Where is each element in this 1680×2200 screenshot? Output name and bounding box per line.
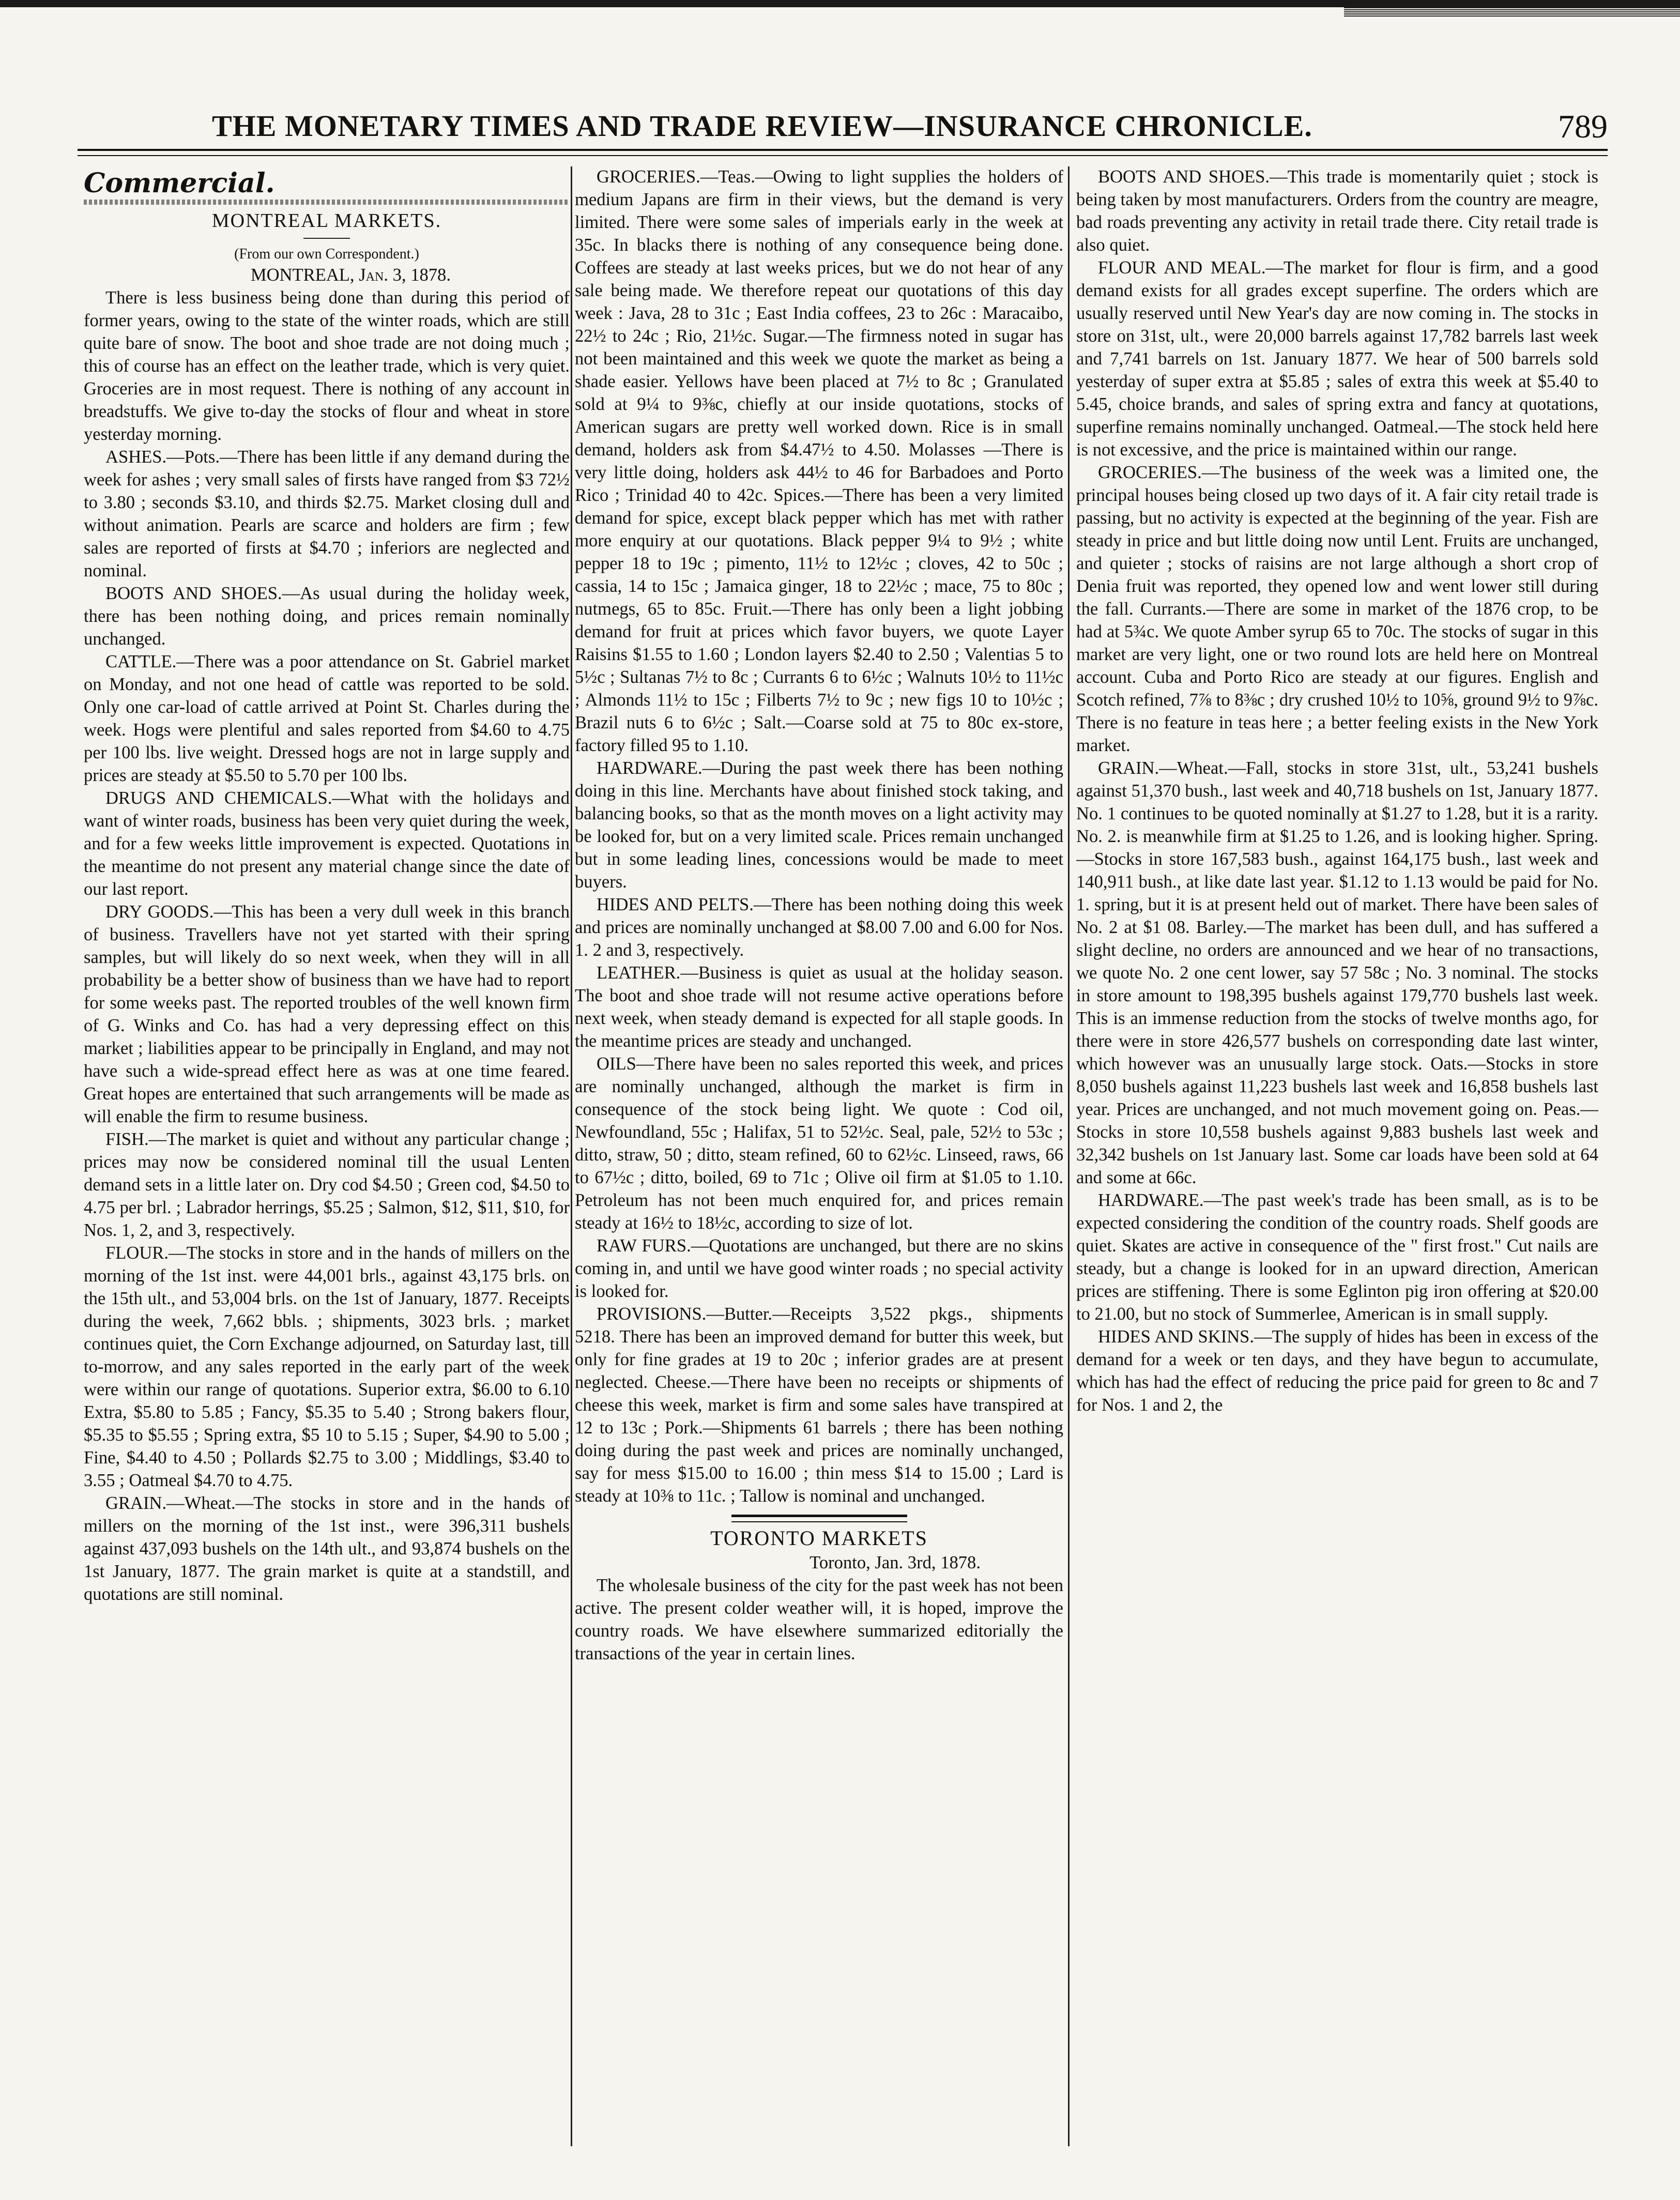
raw-furs-head: RAW FURS. bbox=[597, 1236, 691, 1256]
toronto-grain-text: —Wheat.—Fall, stocks in store 31st, ult., 53,241 bushels against 51,370 bush., last week and 40,718 bushels on 1st, January 1877. No. 1 continues to be quoted nominally at $1.27 to 1.28, but it is a rarity. No. 2. is meanwhile firm at $1.25 to 1.26, and is looking higher. Spring.—Stocks in store 167,583 bush., against 164,175 bush., last week and 140,911 bush., at like date last year. $1.12 to 1.13 would be paid for No. 1. spring, but it is at present held out of market. There have been sales of No. 2 at $1 08. Barley.—The market has been dull, and has suffered a slight decline, no orders are announced and we hear of no transactions, we quote No. 2 one cent lower, say 57 58c ; No. 3 nominal. The stocks in store amount to 198,395 bushels against 179,770 bushels last week. This is an immense reduction from the stocks of twelve months ago, for there were in store 426,577 bushels on corresponding date last winter, which however was an unusually large stock. Oats.—Stocks in store 8,050 bushels against 11,223 bushels last week and 16,858 bushels last year. Prices are unchanged, and not much movement going on. Peas.—Stocks in store 10,558 bushels against 9,883 bushels last week and 32,342 bushels on 1st January last. Some car loads have been sold at 64 and some at 66c. bbox=[1076, 758, 1598, 1187]
hardware-text: —During the past week there has been nothing doing in this line. Merchants have about finished stock taking, and balancing books, so that as the month moves on a light activity may be looked for, but on a very limited scale. Prices remain unchanged but in some leading lines, concessions would be made to meet buyers. bbox=[575, 758, 1063, 892]
section-title: Commercial. bbox=[84, 167, 275, 199]
montreal-heading: MONTREAL MARKETS. bbox=[211, 210, 442, 232]
section-divider bbox=[84, 200, 570, 205]
groceries-text: —Teas.—Owing to light supplies the holders of medium Japans are firm in their views, but the demand is very limited. There were some sales of imperials early in the week at 35c. In blacks there is nothing of any consequence being done. Coffees are steady at last weeks prices, but we do not hear of any sale being made. We therefore repeat our quotations of this day week : Java, 28 to 31c ; East India coffees, 23 to 26c : Maracaibo, 22½ to 24c ; Rio, 21½c. Sugar.—The firmness noted in sugar has not been maintained and this week we quote the market as being a shade easier. Yellows have been placed at 7½ to 8c ; Granulated sold at 9¼ to 9⅜c, chiefly at our inside quotations, stocks of American sugars are pretty well worked down. Rice is in small demand, holders ask from $4.47½ to 4.50. Molasses —There is very little doing, holders ask 44½ to 46 for Barbadoes and Porto Rico ; Trinidad 40 to 42c. Spices.—There has been a very limited demand for spice, except black pepper which has met with rather more enquiry at our quotations. Black pepper 9¼ to 9½ ; white pepper 18 to 19c ; pimento, 11½ to 12½c ; cloves, 42 to 50c ; cassia, 14 to 15c ; Jamaica ginger, 18 to 22½c ; mace, 75 to 80c ; nutmegs, 65 to 85c. Fruit.—There has only been a light jobbing demand for fruit at prices which favor buyers, we quote Layer Raisins $1.55 to 1.60 ; London layers $2.40 to 2.50 ; Valentias 5 to 5½c ; Sultanas 7½ to 8c ; Currants 6 to 6½c ; Walnuts 10½ to 11½c ; Almonds 11½ to 15c ; Filberts 7½ to 9c ; new figs 10 to 10½c ; Brazil nuts 6 to 6½c ; Salt.—Coarse sold at 75 to 80c ex-store, factory filled 95 to 1.10. bbox=[575, 167, 1063, 755]
header-rule-thin bbox=[78, 155, 1608, 156]
toronto-groceries-text: —The business of the week was a limited one, the principal houses being closed up two days of it. A fair city retail trade is passing, but no activity is expected at the beginning of the year. Fish are steady in price and but little doing now until Lent. Fruits are unchanged, and quieter ; stocks of raisins are not large although a short crop of Denia fruit was reported, they opened low and went lower still during the fall. Currants.—There are some in market of the 1876 crop, to be had at 5¾c. We quote Amber syrup 65 to 70c. The stocks of sugar in this market are very light, one or two round lots are held here on Montreal account. Cuba and Porto Rico are steady at our figures. English and Scotch refined, 7⅞ to 8⅜c ; dry crushed 10½ to 10⅝, ground 9½ to 9⅞c. There is no feature in teas here ; a better feeling exists in the New York market. bbox=[1076, 463, 1598, 755]
raw-furs-text: —Quotations are unchanged, but there are no skins coming in, and until we have good winter roads ; no special activity is looked for. bbox=[575, 1236, 1063, 1301]
leather-paragraph bbox=[575, 961, 1063, 1052]
column-rule-2 bbox=[1068, 166, 1070, 2146]
page-header bbox=[78, 103, 1608, 150]
cattle-head: CATTLE. bbox=[105, 652, 177, 671]
flour-text: —The stocks in store and in the hands of millers on the morning of the 1st inst. were 44,001 brls., against 43,175 brls. on the 15th ult., and 53,004 brls. on the 1st of January, 1877. Receipts during the week, 7,662 bbls. ; shipments, 3023 brls. ; market continues quiet, the Corn Exchange adjourned, on Saturday last, till to-morrow, and any sales reported in the early part of the week were within our range of quotations. Superior extra, $6.00 to 6.10 Extra, $5.80 to 5.85 ; Fancy, $5.35 to 5.40 ; Strong bakers flour, $5.35 to $5.55 ; Spring extra, $5 10 to 5.15 ; Super, $4.90 to 5.00 ; Fine, $4.40 to 4.50 ; Pollards $2.75 to 3.00 ; Middlings, $3.40 to 3.55 ; Oatmeal $4.70 to 4.75. bbox=[84, 1243, 570, 1490]
toronto-hides-text: —The supply of hides has been in excess of the demand for a week or ten days, and they have begun to accumulate, which has had the effect of reducing the price paid for green to 8c and 7 for Nos. 1 and 2, the bbox=[1076, 1327, 1598, 1415]
groceries-head: GROCERIES. bbox=[597, 167, 700, 187]
ashes-head: ASHES. bbox=[105, 447, 167, 467]
toronto-boots-text: —This trade is momentarily quiet ; stock is being taken by most manufacturers. Orders from the country are meagre, bad roads preventing any activity in retail trade there. City retail trade is also quiet. bbox=[1076, 167, 1598, 255]
scan-edge bbox=[0, 0, 1680, 7]
toronto-grain-head: GRAIN. bbox=[1098, 758, 1159, 778]
dry-goods-paragraph bbox=[84, 900, 570, 1128]
hides-head: HIDES AND PELTS. bbox=[597, 895, 754, 914]
toronto-dateline: Toronto, Jan. 3rd, 1878. bbox=[810, 1553, 981, 1572]
provisions-head: PROVISIONS. bbox=[597, 1304, 707, 1324]
ashes-text: —Pots.—There has been little if any demand during the week for ashes ; very small sales of firsts have ranged from $3 72½ to 3.80 ; seconds $3.10, and thirds $2.75. Market closing dull and without animation. Pearls are scarce and holders are firm ; few sales are reported of firsts at $4.70 ; inferiors are neglected and nominal. bbox=[84, 447, 570, 580]
hardware-head: HARDWARE. bbox=[597, 758, 702, 778]
drugs-head: DRUGS AND CHEMICALS. bbox=[105, 788, 332, 808]
dry-goods-head: DRY GOODS. bbox=[105, 902, 214, 922]
column-3 bbox=[1076, 165, 1598, 2171]
boots-head: BOOTS AND SHOES. bbox=[105, 584, 282, 603]
grain-text: —Wheat.—The stocks in store and in the hands of millers on the morning of the 1st inst., were 396,311 bushels against 437,093 bushels on the 14th ult., and 93,874 bushels on the 1st January, 1877. The grain market is quite at a standstill, and quotations are still nominal. bbox=[84, 1493, 570, 1604]
montreal-intro: There is less business being done than during this period of former years, owing to the state of the winter roads, which are still quite bare of snow. The boot and shoe trade are not doing much ; this of course has an effect on the leather trade, which is very quiet. Groceries are in most request. There is nothing of any account in breadstuffs. We give to-day the stocks of flour and wheat in store yesterday morning. bbox=[84, 288, 570, 444]
toronto-hides-paragraph bbox=[1076, 1325, 1598, 1416]
page-title: THE MONETARY TIMES AND TRADE REVIEW—INSURANCE CHRONICLE. bbox=[212, 109, 1312, 143]
toronto-hardware-head: HARDWARE. bbox=[1098, 1190, 1204, 1210]
groceries-paragraph bbox=[575, 165, 1063, 757]
toronto-intro: The wholesale business of the city for the past week has not been active. The present colder weather will, it is hoped, improve the country roads. We have elsewhere summarized editorially the transactions of the year in certain lines. bbox=[575, 1576, 1063, 1663]
ashes-paragraph bbox=[84, 446, 570, 582]
toronto-heading: TORONTO MARKETS bbox=[710, 1526, 928, 1550]
toronto-hardware-paragraph bbox=[1076, 1189, 1598, 1325]
boots-paragraph bbox=[84, 582, 570, 650]
leather-text: —Business is quiet as usual at the holiday season. The boot and shoe trade will not resume active operations before next week, when steady demand is expected for all staple goods. In the meantime prices are steady and unchanged. bbox=[575, 963, 1063, 1051]
toronto-grain-paragraph bbox=[1076, 757, 1598, 1189]
provisions-text: —Butter.—Receipts 3,522 pkgs., shipments 5218. There has been an improved demand for butter this week, but only for fine grades at 19 to 20c ; inferior grades are at present neglected. Cheese.—There have been no receipts or shipments of cheese this week, market is firm and some sales have transpired at 12 to 13c ; Pork.—Shipments 61 barrels ; there has been nothing doing during the past week and prices are nominally unchanged, say for mess $15.00 to 16.00 ; thin mess $14 to 15.00 ; Lard is steady at 10⅜ to 11c. ; Tallow is nominal and unchanged. bbox=[575, 1304, 1063, 1506]
hardware-paragraph bbox=[575, 757, 1063, 893]
oils-head: OILS bbox=[597, 1054, 636, 1074]
toronto-hides-head: HIDES AND SKINS. bbox=[1098, 1327, 1255, 1347]
toronto-hardware-text: —The past week's trade has been small, as is to be expected considering the condition of the country roads. Shelf goods are quiet. Skates are active in consequence of the " first frost." Cut nails are steady, but a change is looked for in an upward direction, American prices are stiffening. There is some Eglinton pig iron offering at $20.00 to 21.00, but no stock of Summerlee, American is in small supply. bbox=[1076, 1190, 1598, 1324]
toronto-boots-head: BOOTS AND SHOES. bbox=[1098, 167, 1270, 187]
flour-head: FLOUR. bbox=[105, 1243, 169, 1263]
toronto-flour-head: FLOUR AND MEAL. bbox=[1098, 258, 1266, 278]
boots-text: —As usual during the holiday week, there has been nothing doing, and prices remain nominally unchanged. bbox=[84, 584, 570, 649]
toronto-boots-paragraph bbox=[1076, 165, 1598, 256]
oils-paragraph bbox=[575, 1052, 1063, 1234]
oils-text: —There have been no sales reported this week, and prices are nominally unchanged, although the market is firm in consequence of the stock being light. We quote : Cod oil, Newfoundland, 55c ; Halifax, 51 to 52½c. Seal, pale, 52½ to 53c ; ditto, straw, 50 ; ditto, steam refined, 60 to 62½c. Linseed, raws, 66 to 67½c ; ditto, boiled, 69 to 71c ; Olive oil firm at $1.05 to 1.10. Petroleum has not been much enquired for, and prices remain steady at 16½ to 18½c, according to size of lot. bbox=[575, 1054, 1063, 1233]
grain-paragraph bbox=[84, 1492, 570, 1606]
hides-text: —There has been nothing doing this week and prices are nominally unchanged at $8.00 7.00 and 6.00 for Nos. 1. 2 and 3, respectively. bbox=[575, 895, 1063, 960]
column-1 bbox=[84, 165, 570, 2171]
correspondent-note: (From our own Correspondent.) bbox=[234, 246, 419, 262]
leather-head: LEATHER. bbox=[597, 963, 681, 983]
drugs-text: —What with the holidays and want of winter roads, business has been very quiet during the week, and for a few weeks little improvement is expected. Quotations in the meantime do not present any material change since the date of our last report. bbox=[84, 788, 570, 899]
provisions-paragraph bbox=[575, 1303, 1063, 1507]
heading-rule bbox=[303, 238, 350, 239]
cattle-text: —There was a poor attendance on St. Gabriel market on Monday, and not one head of cattle was reported to be sold. Only one car-load of cattle arrived at Point St. Charles during the week. Hogs were plentiful and sales reported from $4.60 to 4.75 per 100 lbs. live weight. Dressed hogs are not in large supply and prices are steady at $5.50 to 5.70 per 100 lbs. bbox=[84, 652, 570, 785]
toronto-groceries-head: GROCERIES. bbox=[1098, 463, 1202, 482]
page-number: 789 bbox=[1558, 108, 1608, 145]
grain-head: GRAIN. bbox=[105, 1493, 167, 1513]
toronto-groceries-paragraph bbox=[1076, 461, 1598, 757]
fish-text: —The market is quiet and without any particular change ; prices may now be considered nominal till the usual Lenten demand sets in a little later on. Dry cod $4.50 ; Green cod, $4.50 to 4.75 per brl. ; Labrador herrings, $5.25 ; Salmon, $12, $11, $10, for Nos. 1, 2, and 3, respectively. bbox=[84, 1129, 570, 1240]
toronto-rule bbox=[731, 1515, 907, 1522]
toronto-flour-paragraph bbox=[1076, 256, 1598, 461]
montreal-dateline: MONTREAL, Jan. 3, 1878. bbox=[250, 265, 451, 285]
column-rule-1 bbox=[571, 166, 572, 2146]
drugs-paragraph bbox=[84, 787, 570, 900]
column-2 bbox=[575, 165, 1063, 2171]
fish-paragraph bbox=[84, 1128, 570, 1242]
dry-goods-text: —This has been a very dull week in this branch of business. Travellers have not yet started with their spring samples, but will likely do so next week, when they will in all probability be a better show of business than we have had to report for some weeks past. The reported troubles of the well known firm of G. Winks and Co. has had a very depressing effect on this market ; liabilities appear to be principally in England, and may not have such a wide-spread effect here as was at one time feared. Great hopes are entertained that such arrangements will be made as will enable the firm to resume business. bbox=[84, 902, 570, 1126]
toronto-flour-text: —The market for flour is firm, and a good demand exists for all grades except superfine. The orders which are usually reserved until New Year's day are now coming in. The stocks in store on 31st, ult., were 20,000 barrels against 17,782 barrels last week and 7,741 barrels on 1st. January 1877. We hear of 500 barrels sold yesterday of super extra at $5.85 ; sales of extra this week at $5.40 to 5.45, choice brands, and sales of spring extra and fancy at quotations, superfine remains nominally unchanged. Oatmeal.—The stock held here is not excessive, and the price is maintained within our range. bbox=[1076, 258, 1598, 460]
hides-paragraph bbox=[575, 893, 1063, 961]
cattle-paragraph bbox=[84, 650, 570, 787]
flour-paragraph bbox=[84, 1242, 570, 1492]
header-rule bbox=[78, 149, 1608, 151]
scan-edge-lines bbox=[1344, 7, 1680, 17]
raw-furs-paragraph bbox=[575, 1234, 1063, 1303]
fish-head: FISH. bbox=[105, 1129, 149, 1149]
